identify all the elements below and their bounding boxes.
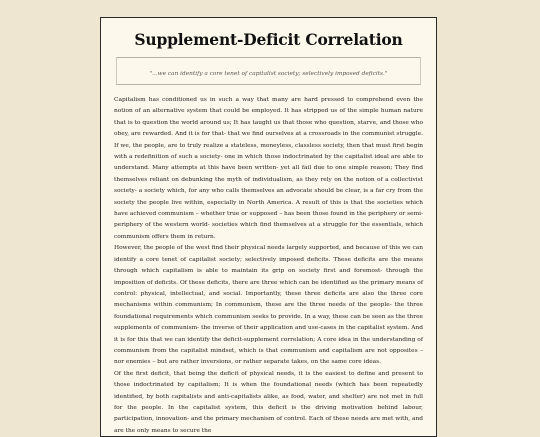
body-paragraph: Capitalism has conditioned us in such a way that many are hard pressed to comprehend even the notion of an alternative system that could be employed. It has stripped us of the simple human nature that is to question the world around us; It has taught us that those who question, starve, and those who obey, are rewarded. And it is for that- that we find ourselves at a crossroads in the communist struggle. If we, the people, are to truly realize a stateless, moneyless, classless society, then that must first begin with a redefinition of such a society- one in which those indoctrinated by the capitalist ideal are able to understand. Many attempts at this have been written- yet all fail due to one simple reason; They find themselves reliant on debunking the myth of individualism, as they rely on the notion of a collectivist society- a society which, for any who calls themselves an advocate should be clear, is a far cry from the society the people live within, especially in North America. A result of this is that the societies which have achieved communism – whether true or supposed – has been those found in the periphery or semi-periphery of the western world- societies which find themselves at a struggle for the essentials, which communism offers them in return. bbox=[114, 97, 423, 240]
document-page bbox=[100, 17, 437, 437]
body-paragraph: Of the first deficit, that being the deficit of physical needs, it is the easiest to define and present to those indoctrinated by capitalism; It is when the foundational needs (which has been repeatedly identified, by both capitalists and anti-capitalists alike, as food, water, and shelter) are not met in full for the people. In the capitalist system, this deficit is the driving motivation behind labour, participation, innovation- and the primary mechanism of control. Each of these needs are met with, and are the only means to secure the bbox=[114, 370, 423, 434]
page-title: Supplement-Deficit Correlation bbox=[134, 30, 403, 49]
article-body bbox=[114, 95, 423, 437]
epigraph-quote: "...we can identify a core tenet of capitalist society; selectively imposed deficits." bbox=[149, 71, 388, 77]
body-paragraph: However, the people of the west find their physical needs largely supported, and because of this we can identify a core tenet of capitalist society; selectively imposed deficits. These deficits are the means through which capitalism is able to maintain its grip on society first and foremost- through the imposition of deficits. Of these deficits, there are three which can be identified as the primary means of control: physical, intellectual, and social. Importantly, these three deficits are also the three core mechanisms within communism; In communism, these are the three needs of the people- the three foundational requirements which communism seeks to provide. In a way, these can be seen as the three supplements of communism- the inverse of their application and use-cases in the capitalist system. And it is for this that we can identify the deficit-supplement correlation; A core idea in the understanding of communism from the capitalist mindset, which is that communism and capitalism are not opposites – nor enemies – but are rather inversions, or rather separate takes, on the same core ideas. bbox=[114, 245, 423, 366]
epigraph-box bbox=[116, 57, 421, 85]
